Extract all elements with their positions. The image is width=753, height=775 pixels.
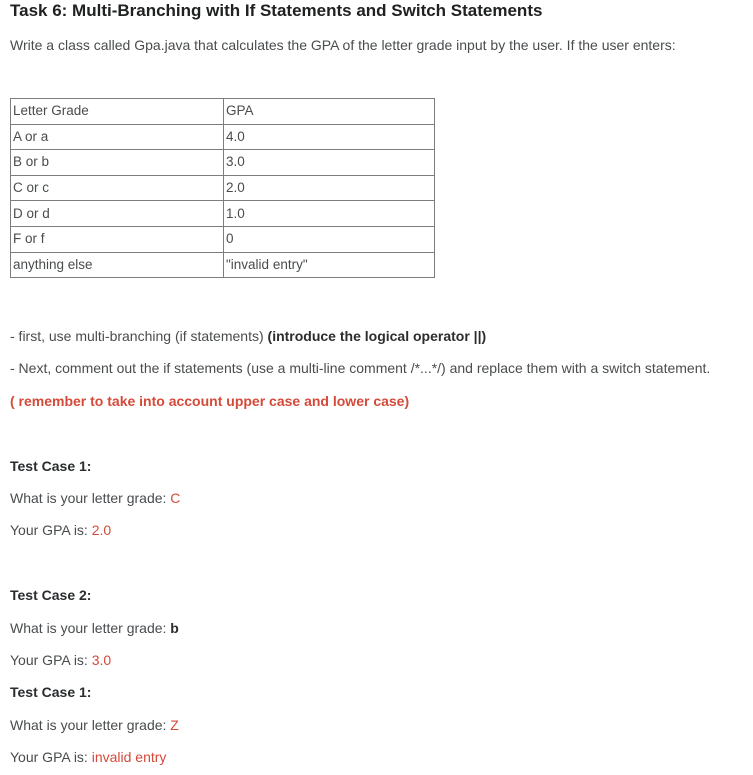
user-input: b (170, 620, 179, 636)
table-cell-letter: F or f (11, 226, 224, 252)
result-label: Your GPA is: (10, 522, 92, 538)
test-case-prompt (10, 490, 180, 506)
table-cell-letter: C or c (11, 175, 224, 201)
table-cell-gpa: 2.0 (224, 175, 435, 201)
table-cell-letter: A or a (11, 124, 224, 150)
intro-text: Write a class called Gpa.java that calculates the GPA of the letter grade input by the user. If the user enters: (10, 37, 676, 53)
instruction-text: - first, use multi-branching (if statements) (10, 328, 268, 344)
table-cell-gpa: 0 (224, 226, 435, 252)
table-cell-gpa: 4.0 (224, 124, 435, 150)
table-row (11, 201, 435, 227)
result-value: invalid entry (91, 749, 167, 765)
grade-table (10, 98, 435, 278)
page-title: Task 6: Multi-Branching with If Statements and Switch Statements (10, 1, 543, 20)
instruction-case-reminder: ( remember to take into account upper case and lower case) (10, 393, 410, 409)
test-case-heading: Test Case 2: (10, 587, 92, 603)
instruction-switch-statement: - Next, comment out the if statements (use a multi-line comment /*...*/) and replace them with a switch statement. (10, 360, 711, 376)
header-letter-grade: Letter Grade (11, 99, 224, 125)
test-case-result (10, 749, 166, 765)
table-row (11, 252, 435, 278)
instruction-emphasis: (introduce the logical operator ||) (267, 328, 487, 344)
instruction-if-statements (10, 328, 486, 344)
test-case-result (10, 522, 111, 538)
table-cell-letter: B or b (11, 150, 224, 176)
table-cell-gpa: 1.0 (224, 201, 435, 227)
prompt-text: What is your letter grade: (10, 717, 171, 733)
result-value: 3.0 (91, 652, 112, 668)
table-header-row (11, 99, 435, 125)
table-row (11, 175, 435, 201)
test-case-heading: Test Case 1: (10, 458, 92, 474)
user-input: Z (170, 717, 179, 733)
table-row (11, 124, 435, 150)
prompt-text: What is your letter grade: (10, 620, 171, 636)
test-case-heading: Test Case 1: (10, 684, 92, 700)
table-row (11, 226, 435, 252)
table-cell-gpa: "invalid entry" (224, 252, 435, 278)
table-cell-letter: anything else (11, 252, 224, 278)
result-value: 2.0 (91, 522, 112, 538)
test-case-prompt (10, 717, 179, 733)
table-cell-gpa: 3.0 (224, 150, 435, 176)
header-gpa: GPA (224, 99, 435, 125)
test-case-prompt (10, 620, 179, 636)
prompt-text: What is your letter grade: (10, 490, 171, 506)
result-label: Your GPA is: (10, 652, 92, 668)
user-input: C (170, 490, 181, 506)
test-case-result (10, 652, 111, 668)
table-cell-letter: D or d (11, 201, 224, 227)
result-label: Your GPA is: (10, 749, 92, 765)
table-row (11, 150, 435, 176)
